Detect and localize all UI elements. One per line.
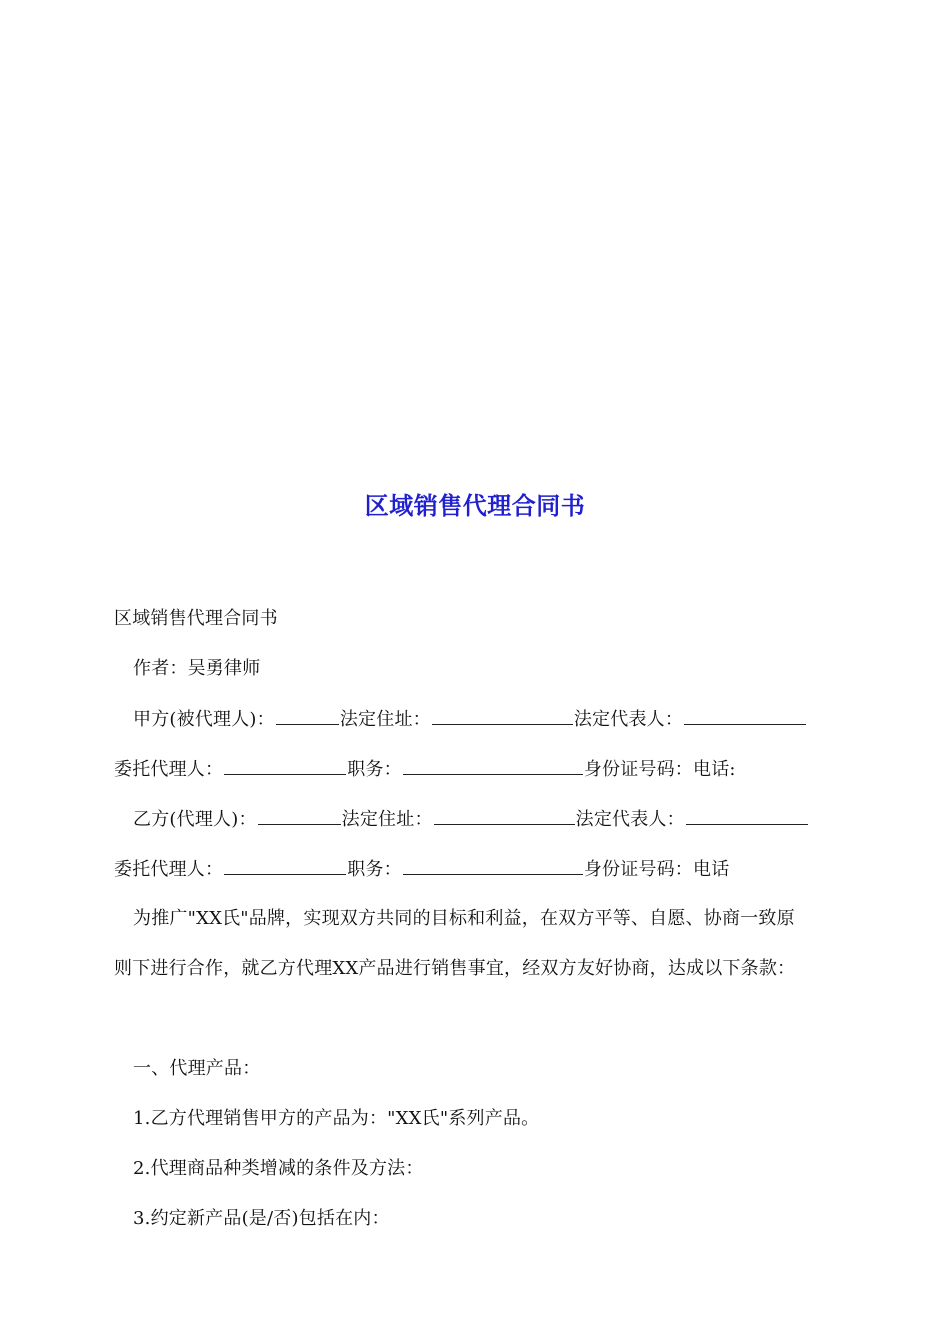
party-a-position-blank <box>403 756 583 775</box>
party-b-rep-blank <box>686 806 808 825</box>
party-b-agent-label: 委托代理人： <box>114 859 224 880</box>
document-subtitle: 区域销售代理合同书 <box>114 608 278 629</box>
party-b-id-label: 身份证号码：电话 <box>583 859 730 880</box>
party-b-position-blank <box>403 856 583 875</box>
preamble-line-1: 为推广"XX氏"品牌，实现双方共同的目标和利益，在双方平等、自愿、协商一致原 <box>133 908 795 929</box>
party-a-id-label: 身份证号码：电话: <box>583 759 736 780</box>
author-line: 作者：吴勇律师 <box>133 658 261 679</box>
party-a-address-blank <box>432 706 573 725</box>
party-a-rep-blank <box>684 706 806 725</box>
party-a-rep-label: 法定代表人： <box>573 709 684 730</box>
party-a-agent-blank <box>224 756 346 775</box>
document-title: 区域销售代理合同书 <box>364 491 586 520</box>
party-b-address-label: 法定住址： <box>341 809 433 830</box>
party-a-line <box>133 706 807 733</box>
party-b-position-label: 职务： <box>347 859 402 880</box>
preamble-line-2: 则下进行合作，就乙方代理XX产品进行销售事宜，经双方友好协商，达成以下条款： <box>114 958 796 979</box>
party-b-agent-blank <box>224 856 346 875</box>
item-2: 2.代理商品种类增减的条件及方法： <box>133 1158 424 1179</box>
party-b-line <box>133 806 809 833</box>
party-b-agent-line <box>114 856 729 883</box>
party-b-rep-label: 法定代表人： <box>575 809 685 830</box>
party-b-label: 乙方(代理人)： <box>133 809 257 830</box>
party-b-name-blank <box>258 806 341 825</box>
party-a-position-label: 职务： <box>347 759 402 780</box>
party-b-address-blank <box>434 806 575 825</box>
party-a-agent-label: 委托代理人： <box>114 759 224 780</box>
item-3: 3.约定新产品(是/否)包括在内： <box>133 1208 390 1229</box>
party-a-label: 甲方(被代理人)： <box>133 709 275 730</box>
item-1: 1.乙方代理销售甲方的产品为："XX氏"系列产品。 <box>133 1108 540 1129</box>
party-a-agent-line <box>114 756 736 783</box>
party-a-address-label: 法定住址： <box>339 709 431 730</box>
party-a-name-blank <box>276 706 339 725</box>
section-1-heading: 一、代理产品： <box>133 1058 261 1079</box>
